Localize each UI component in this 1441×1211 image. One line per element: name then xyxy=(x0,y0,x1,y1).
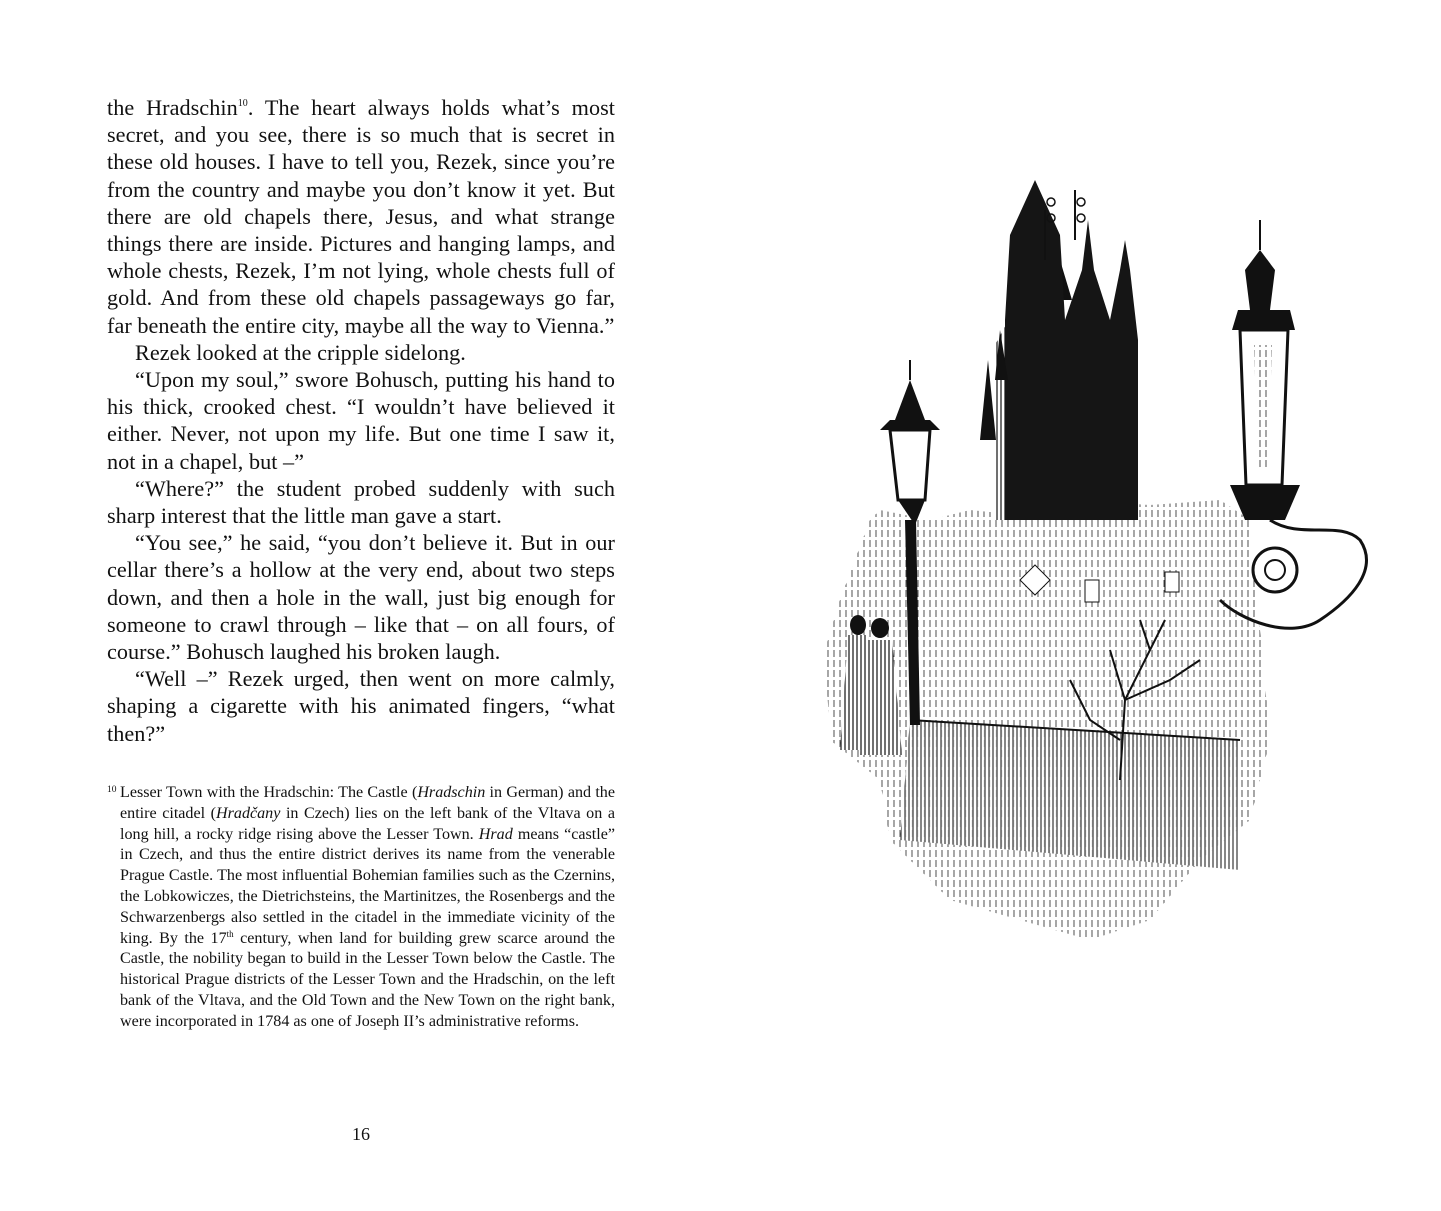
body-text xyxy=(107,94,615,747)
footnote-mark: 10 xyxy=(107,785,117,795)
castle-illustration xyxy=(820,180,1430,950)
left-page xyxy=(107,94,615,1174)
gothic-tower xyxy=(1005,180,1138,520)
page-number: 16 xyxy=(352,1124,370,1144)
paragraph-5: “You see,” he said, “you don’t believe it. But in our cellar there’s a hollow at the very end, about two steps down, and then a hole in the wall, just big enough for someone to crawl through – like that – on all fours, of course.” Bohusch laughed his broken laugh. xyxy=(107,530,615,665)
footnote-reference[interactable]: 10 xyxy=(237,98,248,109)
paragraph-6: “Well –” Rezek urged, then went on more calmly, shaping a cigarette with his animated fingers, “what then?” xyxy=(107,666,615,746)
paragraph-1: the Hradschin$^{10}$. The heart always holds what’s most secret, and you see, there is so much that is secret in these old houses. I have to tell you, Rezek, since you’re from the country and maybe you don’t know it yet. But there are old chapels there, Jesus, and what strange things there are inside. Pictures and hanging lamps, and whole chests, Rezek, I’m not lying, whole chests full of gold. And from these old chapels passageways go far, far beneath the entire city, maybe all the way to Vienna.” xyxy=(107,95,615,338)
paragraph-4: “Where?” the student probed suddenly with such sharp interest that the little man gave a start. xyxy=(107,475,615,529)
paragraph-3: “Upon my soul,” swore Bohusch, putting his hand to his thick, crooked chest. “I wouldn’t have believed it either. Never, not upon my life. But one time I saw it, not in a chapel, but –” xyxy=(107,367,615,474)
footnote: 10 Lesser Town with the Hradschin: The Castle (Hradschin in German) and the entire citadel (Hradčany in Czech) lies on the left bank of the Vltava on a long hill, a rocky ridge rising above the Lesser Town. Hrad means “castle” in Czech, and thus the entire district derives its name from the venerable Prague Castle. The most influential Bohemian families such as the Czernins, the Lobkowiczes, the Dietrichsteins, the Martinitzes, the Rosenbergs and the Schwarzenbergs also settled in the citadel in the immediate vicinity of the king. By the 17th century, when land for building grew scarce around the Castle, the nobility began to build in the Lesser Town below the Castle. The historical Prague districts of the Lesser Town and the Hradschin, on the left bank of the Vltava, and the Old Town and the New Town on the right bank, were incorporated in 1784 as one of Joseph II’s administrative reforms. xyxy=(107,784,615,1030)
paragraph-2: Rezek looked at the cripple sidelong. xyxy=(135,339,466,365)
